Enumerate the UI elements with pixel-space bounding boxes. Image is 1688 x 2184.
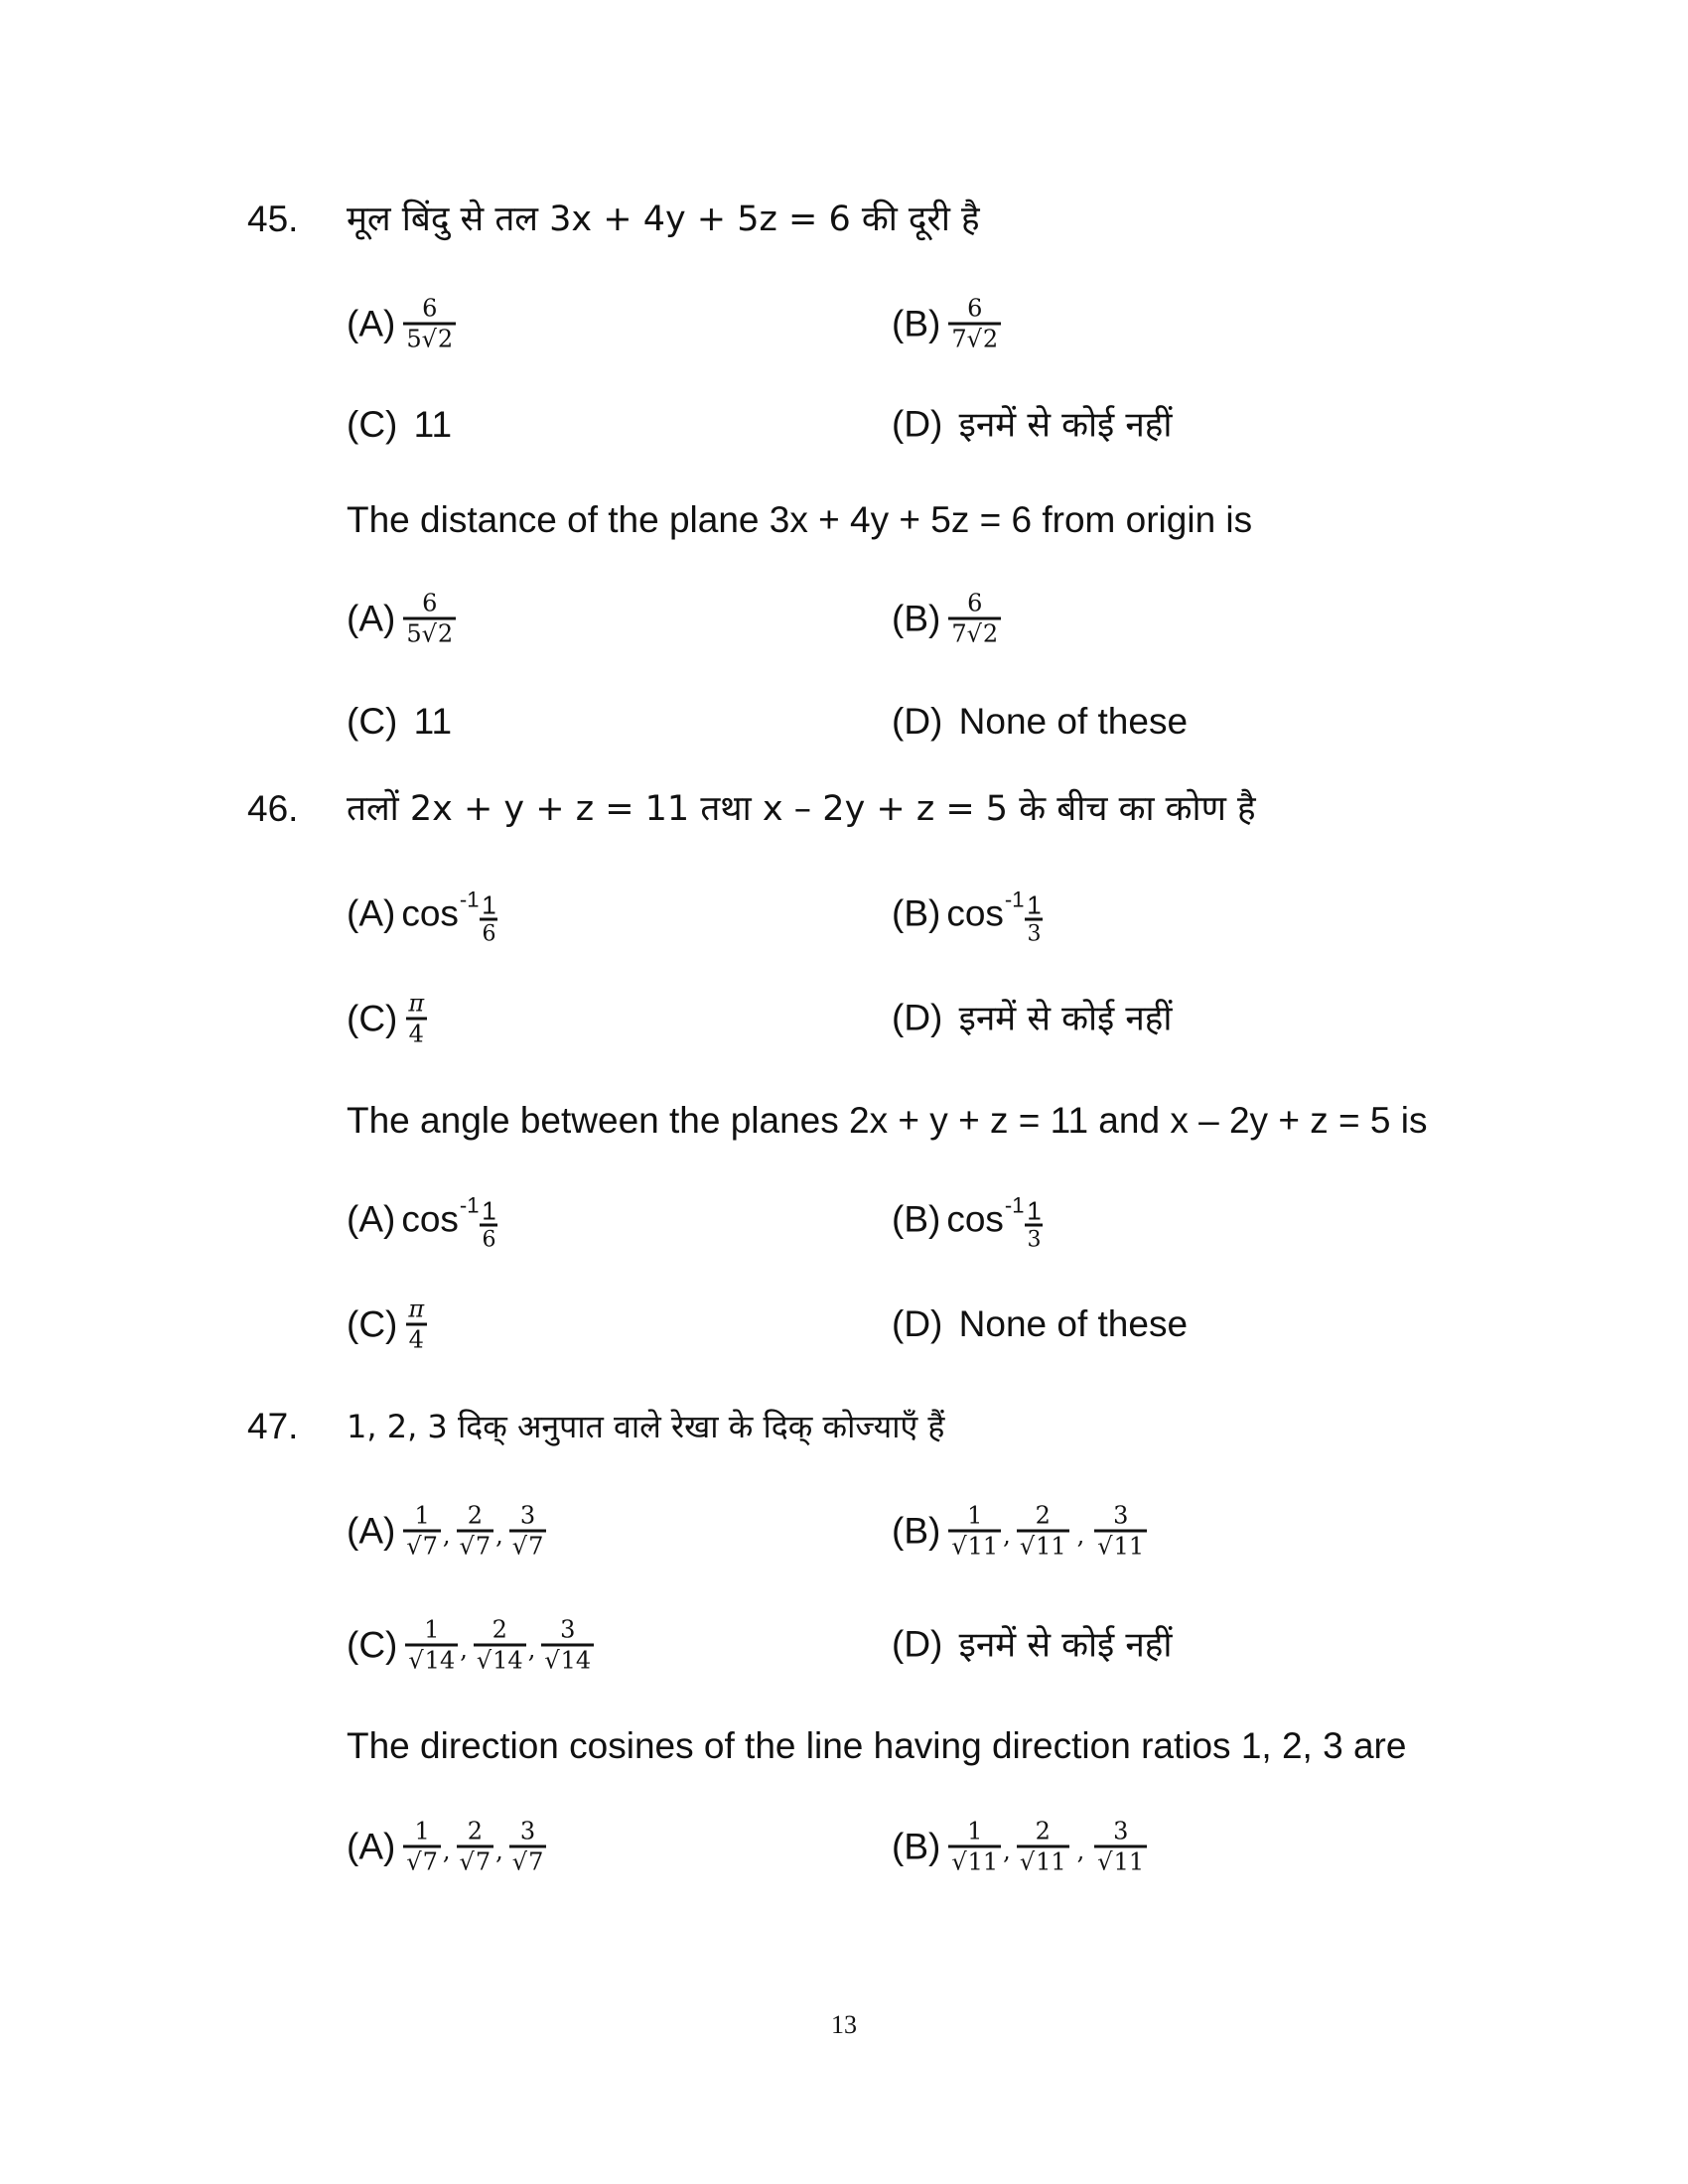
fraction — [1017, 1503, 1069, 1560]
radical-sign: √ — [459, 1847, 475, 1876]
radical-sign: √ — [1097, 1847, 1113, 1876]
question-number: 47. — [247, 1406, 299, 1446]
question-text-hindi: तलों 2x + y + z = 11 तथा x – 2y + z = 5 के बीच का कोण है — [347, 789, 1256, 829]
denominator — [474, 1644, 526, 1674]
sqrt-icon — [422, 618, 454, 648]
numerator: 2 — [492, 1615, 507, 1644]
question-text-hindi: मूल बिंदु से तल 3x + 4y + 5z = 6 की दूरी है — [347, 200, 980, 239]
radicand: 7 — [422, 1532, 438, 1561]
option-text: इनमें से कोई नहीं — [958, 1625, 1173, 1666]
denominator — [509, 1530, 547, 1560]
radicand: 11 — [1036, 1847, 1066, 1876]
option-label: (A) — [347, 303, 396, 343]
radicand: 14 — [560, 1646, 592, 1675]
denominator — [1017, 1530, 1069, 1560]
denominator — [509, 1845, 547, 1875]
denominator — [457, 1530, 494, 1560]
coefficient: 5 — [406, 619, 422, 648]
option-label: (A) — [347, 892, 396, 933]
option-a[interactable] — [347, 1503, 548, 1560]
fraction — [541, 1617, 594, 1674]
comma: , — [1076, 1837, 1085, 1865]
option-a[interactable] — [347, 887, 497, 947]
denominator — [1017, 1845, 1069, 1875]
fraction — [403, 591, 456, 647]
denominator — [403, 617, 456, 647]
radicand: 2 — [437, 325, 454, 353]
sqrt-icon — [512, 1531, 544, 1561]
numerator: π — [408, 1295, 425, 1323]
comma: , — [442, 1521, 451, 1550]
radical-sign: √ — [406, 1847, 422, 1876]
coefficient: 7 — [951, 325, 967, 353]
radicand: 7 — [528, 1532, 544, 1561]
radical-sign: √ — [544, 1646, 560, 1675]
numerator: 2 — [1035, 1817, 1051, 1845]
denominator — [1094, 1530, 1147, 1560]
sqrt-icon — [967, 324, 999, 353]
option-label: (C) — [347, 1303, 398, 1344]
option-label: (A) — [347, 1826, 396, 1866]
option-b[interactable] — [892, 1819, 1149, 1875]
option-label: (B) — [892, 303, 941, 343]
numerator: 1 — [482, 1195, 496, 1226]
fraction — [1025, 889, 1043, 947]
option-b[interactable] — [892, 1192, 1043, 1253]
comma: , — [442, 1837, 451, 1865]
denominator — [457, 1845, 494, 1875]
option-d[interactable] — [892, 1623, 1172, 1668]
radicand: 11 — [967, 1847, 999, 1876]
option-c[interactable] — [347, 700, 452, 744]
numerator: 1 — [482, 889, 496, 920]
denominator: 3 — [1025, 1224, 1043, 1253]
radicand: 11 — [1113, 1847, 1145, 1876]
question-number: 45. — [247, 199, 299, 239]
option-label: (B) — [892, 1510, 941, 1551]
sqrt-icon — [422, 324, 454, 353]
denominator: 6 — [480, 918, 497, 947]
exponent: -1 — [1004, 1192, 1025, 1217]
numerator: 6 — [967, 294, 983, 323]
option-label: (B) — [892, 598, 941, 638]
fraction — [948, 591, 1001, 647]
radicand: 7 — [422, 1847, 438, 1876]
option-b[interactable] — [892, 1503, 1149, 1560]
fraction — [457, 1819, 494, 1875]
radicand: 2 — [982, 325, 999, 353]
radicand: 7 — [475, 1847, 492, 1876]
option-label: (D) — [892, 701, 943, 742]
option-a[interactable] — [347, 296, 458, 352]
comma: , — [495, 1837, 503, 1865]
radical-sign: √ — [951, 1532, 967, 1561]
radicand: 11 — [1036, 1532, 1066, 1561]
denominator: 4 — [406, 1018, 427, 1047]
numerator: 3 — [1113, 1501, 1129, 1530]
numerator: 1 — [1027, 889, 1042, 920]
option-a[interactable] — [347, 1819, 548, 1875]
numerator: 6 — [967, 589, 983, 617]
fraction — [480, 1195, 497, 1253]
sqrt-icon — [1020, 1846, 1066, 1876]
denominator — [948, 323, 1001, 352]
fraction — [1025, 1195, 1043, 1253]
option-label: (D) — [892, 403, 943, 445]
radical-sign: √ — [1019, 1532, 1036, 1561]
denominator — [403, 1845, 441, 1875]
fraction — [948, 1503, 1001, 1560]
denominator: 6 — [480, 1224, 497, 1253]
sqrt-icon — [967, 618, 999, 648]
comma: , — [495, 1521, 503, 1550]
question-text-hindi: 1, 2, 3 दिक् अनुपात वाले रेखा के दिक् कोज्याएँ हैं — [347, 1408, 945, 1445]
radicand: 14 — [492, 1646, 523, 1675]
fraction — [405, 1297, 427, 1353]
fraction — [509, 1819, 547, 1875]
radicand: 2 — [437, 619, 454, 648]
radicand: 11 — [1113, 1532, 1145, 1561]
radical-sign: √ — [421, 619, 437, 648]
denominator — [948, 1845, 1001, 1875]
option-c[interactable] — [347, 991, 429, 1047]
sqrt-icon — [477, 1645, 523, 1675]
sqrt-icon — [408, 1645, 455, 1675]
radical-sign: √ — [408, 1646, 424, 1675]
fraction — [509, 1503, 547, 1560]
function-name: cos — [401, 892, 459, 933]
sqrt-icon — [512, 1846, 544, 1876]
option-label: (B) — [892, 1198, 941, 1239]
option-b[interactable] — [892, 887, 1043, 947]
radical-sign: √ — [966, 619, 982, 648]
option-label: (A) — [347, 598, 396, 638]
fraction — [474, 1617, 526, 1674]
comma: , — [1003, 1521, 1011, 1550]
page-number: 13 — [831, 2010, 857, 2039]
exponent: -1 — [459, 887, 480, 911]
radical-sign: √ — [511, 1532, 528, 1561]
numerator: 6 — [422, 294, 438, 323]
numerator: 2 — [467, 1817, 483, 1845]
radicand: 11 — [967, 1532, 999, 1561]
numerator: 2 — [1035, 1501, 1051, 1530]
option-text: None of these — [958, 1303, 1189, 1344]
exponent: -1 — [459, 1192, 480, 1217]
radical-sign: √ — [951, 1847, 967, 1876]
fraction — [948, 1819, 1001, 1875]
numerator: 1 — [424, 1615, 440, 1644]
option-c[interactable] — [347, 403, 452, 447]
coefficient: 7 — [951, 619, 967, 648]
numerator: 1 — [967, 1817, 983, 1845]
option-label: (D) — [892, 1623, 943, 1665]
fraction — [403, 1819, 441, 1875]
fraction — [948, 296, 1001, 352]
fraction — [1017, 1819, 1069, 1875]
fraction — [403, 296, 456, 352]
function-name: cos — [946, 892, 1004, 933]
option-label: (D) — [892, 997, 943, 1038]
option-a[interactable] — [347, 591, 458, 647]
option-label: (D) — [892, 1303, 943, 1344]
fraction — [457, 1503, 494, 1560]
denominator: 4 — [406, 1323, 427, 1353]
numerator: 3 — [519, 1817, 536, 1845]
option-label: (B) — [892, 892, 941, 933]
radical-sign: √ — [459, 1532, 475, 1561]
option-a[interactable] — [347, 1192, 497, 1253]
option-d[interactable] — [892, 997, 1172, 1041]
option-d[interactable] — [892, 1302, 1188, 1346]
radical-sign: √ — [966, 325, 982, 353]
comma: , — [1076, 1521, 1085, 1550]
sqrt-icon — [460, 1846, 492, 1876]
comma: , — [1003, 1837, 1011, 1865]
sqrt-icon — [1097, 1846, 1144, 1876]
numerator: π — [408, 989, 425, 1018]
option-text: None of these — [958, 701, 1189, 742]
fraction — [1094, 1819, 1147, 1875]
sqrt-icon — [460, 1531, 492, 1561]
sqrt-icon — [1097, 1531, 1144, 1561]
radical-sign: √ — [406, 1532, 422, 1561]
option-text: इनमें से कोई नहीं — [958, 999, 1173, 1039]
sqrt-icon — [951, 1531, 998, 1561]
sqrt-icon — [951, 1846, 998, 1876]
coefficient: 5 — [406, 325, 422, 353]
fraction — [405, 991, 427, 1047]
option-label: (C) — [347, 998, 398, 1038]
option-text: इनमें से कोई नहीं — [958, 405, 1173, 446]
option-label: (C) — [347, 404, 398, 445]
option-d[interactable] — [892, 403, 1172, 448]
option-label: (B) — [892, 1826, 941, 1866]
option-b[interactable] — [892, 591, 1003, 647]
question-text-english: The angle between the planes 2x + y + z = 11 and x – 2y + z = 5 is — [347, 1100, 1428, 1141]
numerator: 1 — [967, 1501, 983, 1530]
radical-sign: √ — [476, 1646, 492, 1675]
numerator: 3 — [1113, 1817, 1129, 1845]
fraction — [1094, 1503, 1147, 1560]
question-number: 46. — [247, 788, 299, 829]
sqrt-icon — [544, 1645, 591, 1675]
option-c[interactable] — [347, 1617, 596, 1674]
radical-sign: √ — [1097, 1532, 1113, 1561]
radical-sign: √ — [421, 325, 437, 353]
numerator: 3 — [519, 1501, 536, 1530]
sqrt-icon — [406, 1531, 438, 1561]
option-text: 11 — [413, 404, 453, 445]
radicand: 7 — [475, 1532, 492, 1561]
option-label: (C) — [347, 701, 398, 742]
numerator: 6 — [422, 589, 438, 617]
question-text-english: The distance of the plane 3x + 4y + 5z = 6 from origin is — [347, 499, 1253, 540]
denominator — [1094, 1845, 1147, 1875]
radical-sign: √ — [1019, 1847, 1036, 1876]
option-c[interactable] — [347, 1297, 429, 1353]
radical-sign: √ — [511, 1847, 528, 1876]
numerator: 2 — [467, 1501, 483, 1530]
numerator: 1 — [414, 1817, 430, 1845]
numerator: 1 — [1027, 1195, 1042, 1226]
denominator — [405, 1644, 458, 1674]
fraction — [403, 1503, 441, 1560]
denominator — [403, 1530, 441, 1560]
function-name: cos — [946, 1198, 1004, 1239]
function-name: cos — [401, 1198, 459, 1239]
numerator: 1 — [414, 1501, 430, 1530]
option-label: (A) — [347, 1198, 396, 1239]
option-text: 11 — [413, 701, 453, 742]
option-b[interactable] — [892, 296, 1003, 352]
fraction — [405, 1617, 458, 1674]
sqrt-icon — [1020, 1531, 1066, 1561]
comma: , — [460, 1635, 468, 1664]
sqrt-icon — [406, 1846, 438, 1876]
radicand: 14 — [424, 1646, 456, 1675]
radicand: 7 — [528, 1847, 544, 1876]
option-d[interactable] — [892, 700, 1188, 744]
numerator: 3 — [560, 1615, 576, 1644]
exponent: -1 — [1004, 887, 1025, 911]
comma: , — [527, 1635, 536, 1664]
question-text-english: The direction cosines of the line having direction ratios 1, 2, 3 are — [347, 1725, 1407, 1766]
option-label: (A) — [347, 1510, 396, 1551]
denominator — [948, 617, 1001, 647]
fraction — [480, 889, 497, 947]
denominator — [403, 323, 456, 352]
denominator: 3 — [1025, 918, 1043, 947]
radicand: 2 — [982, 619, 999, 648]
option-label: (C) — [347, 1624, 398, 1665]
denominator — [541, 1644, 594, 1674]
denominator — [948, 1530, 1001, 1560]
